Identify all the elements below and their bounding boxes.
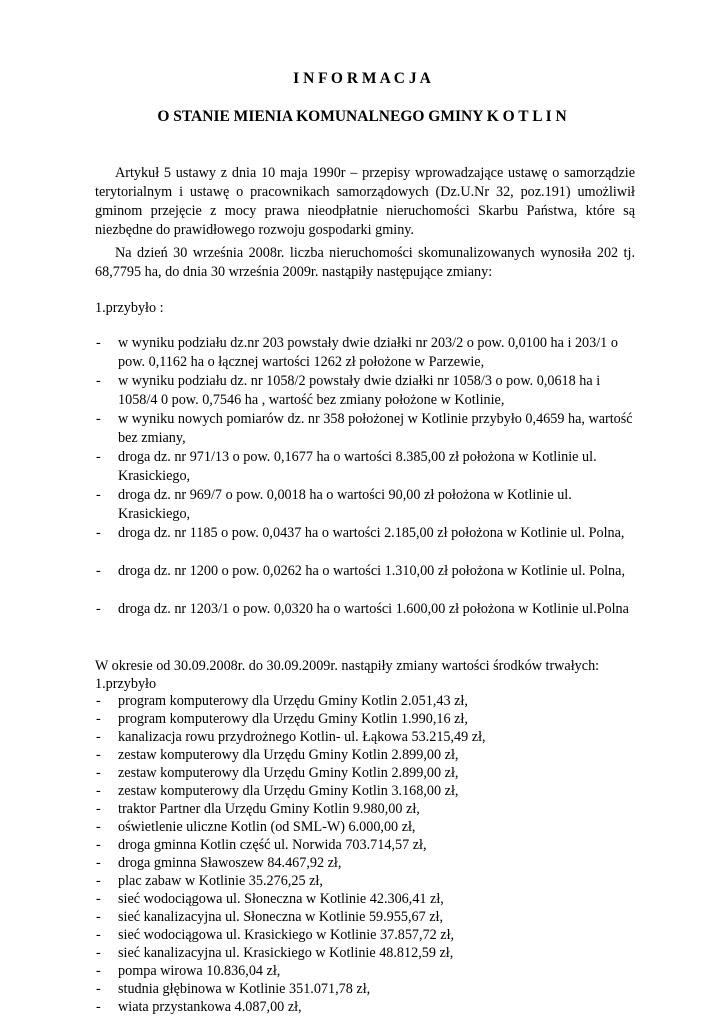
list-item: droga dz. nr 1200 o pow. 0,0262 ha o wartości 1.310,00 zł położona w Kotlinie ul. Polna, [118, 563, 625, 579]
list-item: w wyniku podziału dz.nr 203 powstały dwie działki nr 203/2 o pow. 0,0100 ha i 203/1 o pow. 0,1162 ha o łącznej wartości 1262 zł położone w Parzewie, [118, 335, 618, 370]
section1-heading: 1.przybyło : [95, 300, 164, 316]
list-dash: - [96, 837, 101, 853]
list-item: plac zabaw w Kotlinie 35.276,25 zł, [118, 873, 323, 889]
list-item: sieć kanalizacyjna ul. Krasickiego w Kotlinie 48.812,59 zł, [118, 945, 454, 961]
list-dash: - [96, 335, 101, 351]
list-item: sieć wodociągowa ul. Słoneczna w Kotlinie 42.306,41 zł, [118, 891, 444, 907]
list-dash: - [96, 525, 101, 541]
list-dash: - [96, 693, 101, 709]
list-item: w wyniku podziału dz. nr 1058/2 powstały dwie działki nr 1058/3 o pow. 0,0618 ha i 1058/4 0 pow. 0,7546 ha , wartość bez zmiany położone w Kotlinie, [118, 373, 601, 408]
list-dash: - [96, 999, 101, 1015]
list-dash: - [96, 855, 101, 871]
list-item: droga dz. nr 1185 o pow. 0,0437 ha o wartości 2.185,00 zł położona w Kotlinie ul. Polna, [118, 525, 625, 541]
list-item: oświetlenie uliczne Kotlin (od SML-W) 6.000,00 zł, [118, 819, 416, 835]
list-item: droga gminna Kotlin część ul. Norwida 703.714,57 zł, [118, 837, 427, 853]
list-dash: - [96, 981, 101, 997]
list-item: droga dz. nr 969/7 o pow. 0,0018 ha o wartości 90,00 zł położona w Kotlinie ul. Krasickiego, [118, 487, 572, 522]
list-dash: - [96, 927, 101, 943]
list-item: program komputerowy dla Urzędu Gminy Kotlin 2.051,43 zł, [118, 693, 468, 709]
list-dash: - [96, 909, 101, 925]
list-dash: - [96, 963, 101, 979]
list-dash: - [96, 945, 101, 961]
list-item: w wyniku nowych pomiarów dz. nr 358 położonej w Kotlinie przybyło 0,4659 ha, wartość bez zmiany, [118, 411, 633, 446]
list-dash: - [96, 765, 101, 781]
list-dash: - [96, 801, 101, 817]
document-subtitle: O STANIE MIENIA KOMUNALNEGO GMINY K O T L I N [157, 108, 567, 125]
list-item: pompa wirowa 10.836,04 zł, [118, 963, 281, 979]
intro-paragraph-2: Na dzień 30 września 2008r. liczba nieruchomości skomunalizowanych wynosiła 202 tj. 68,7795 ha, do dnia 30 września 2009r. nastąpiły następujące zmiany: [95, 245, 635, 280]
list-item: zestaw komputerowy dla Urzędu Gminy Kotlin 2.899,00 zł, [118, 765, 459, 781]
list-item: wiata przystankowa 4.087,00 zł, [118, 999, 302, 1015]
list-item: droga dz. nr 1203/1 o pow. 0,0320 ha o wartości 1.600,00 zł położona w Kotlinie ul.Polna [118, 601, 629, 617]
intro-paragraph-1: Artykuł 5 ustawy z dnia 10 maja 1990r – przepisy wprowadzające ustawę o samorządzie terytorialnym i ustawę o pracownikach samorządowych (Dz.U.Nr 32, poz.191) umożliwił gminom przejęcie z mocy prawa nieodpłatnie nieruchomości Skarbu Państwa, które są niezbędne do prawidłowego rozwoju gospodarki gminy. [95, 165, 635, 238]
list-item: sieć wodociągowa ul. Krasickiego w Kotlinie 37.857,72 zł, [118, 927, 455, 943]
list-item: zestaw komputerowy dla Urzędu Gminy Kotlin 3.168,00 zł, [118, 783, 459, 799]
list-dash: - [96, 873, 101, 889]
list-dash: - [96, 783, 101, 799]
list-dash: - [96, 487, 101, 503]
list-dash: - [96, 729, 101, 745]
list-dash: - [96, 711, 101, 727]
list-dash: - [96, 411, 101, 427]
list-dash: - [96, 373, 101, 389]
list-dash: - [96, 601, 101, 617]
list-dash: - [96, 891, 101, 907]
list-dash: - [96, 819, 101, 835]
list-item: kanalizacja rowu przydrożnego Kotlin- ul. Łąkowa 53.215,49 zł, [118, 729, 486, 745]
list-dash: - [96, 449, 101, 465]
list-item: zestaw komputerowy dla Urzędu Gminy Kotlin 2.899,00 zł, [118, 747, 459, 763]
document-title: I N F O R M A C J A [293, 70, 431, 87]
section2-intro: W okresie od 30.09.2008r. do 30.09.2009r. nastąpiły zmiany wartości środków trwałych: [95, 658, 600, 674]
list-item: studnia głębinowa w Kotlinie 351.071,78 zł, [118, 981, 371, 997]
list-item: sieć kanalizacyjna ul. Słoneczna w Kotlinie 59.955,67 zł, [118, 909, 444, 925]
section2-heading: 1.przybyło [95, 676, 157, 692]
list-item: program komputerowy dla Urzędu Gminy Kotlin 1.990,16 zł, [118, 711, 468, 727]
list-item: droga dz. nr 971/13 o pow. 0,1677 ha o wartości 8.385,00 zł położona w Kotlinie ul. Krasickiego, [118, 449, 597, 484]
list-dash: - [96, 563, 101, 579]
list-dash: - [96, 747, 101, 763]
list-item: droga gminna Sławoszew 84.467,92 zł, [118, 855, 342, 871]
list-item: traktor Partner dla Urzędu Gminy Kotlin 9.980,00 zł, [118, 801, 420, 817]
